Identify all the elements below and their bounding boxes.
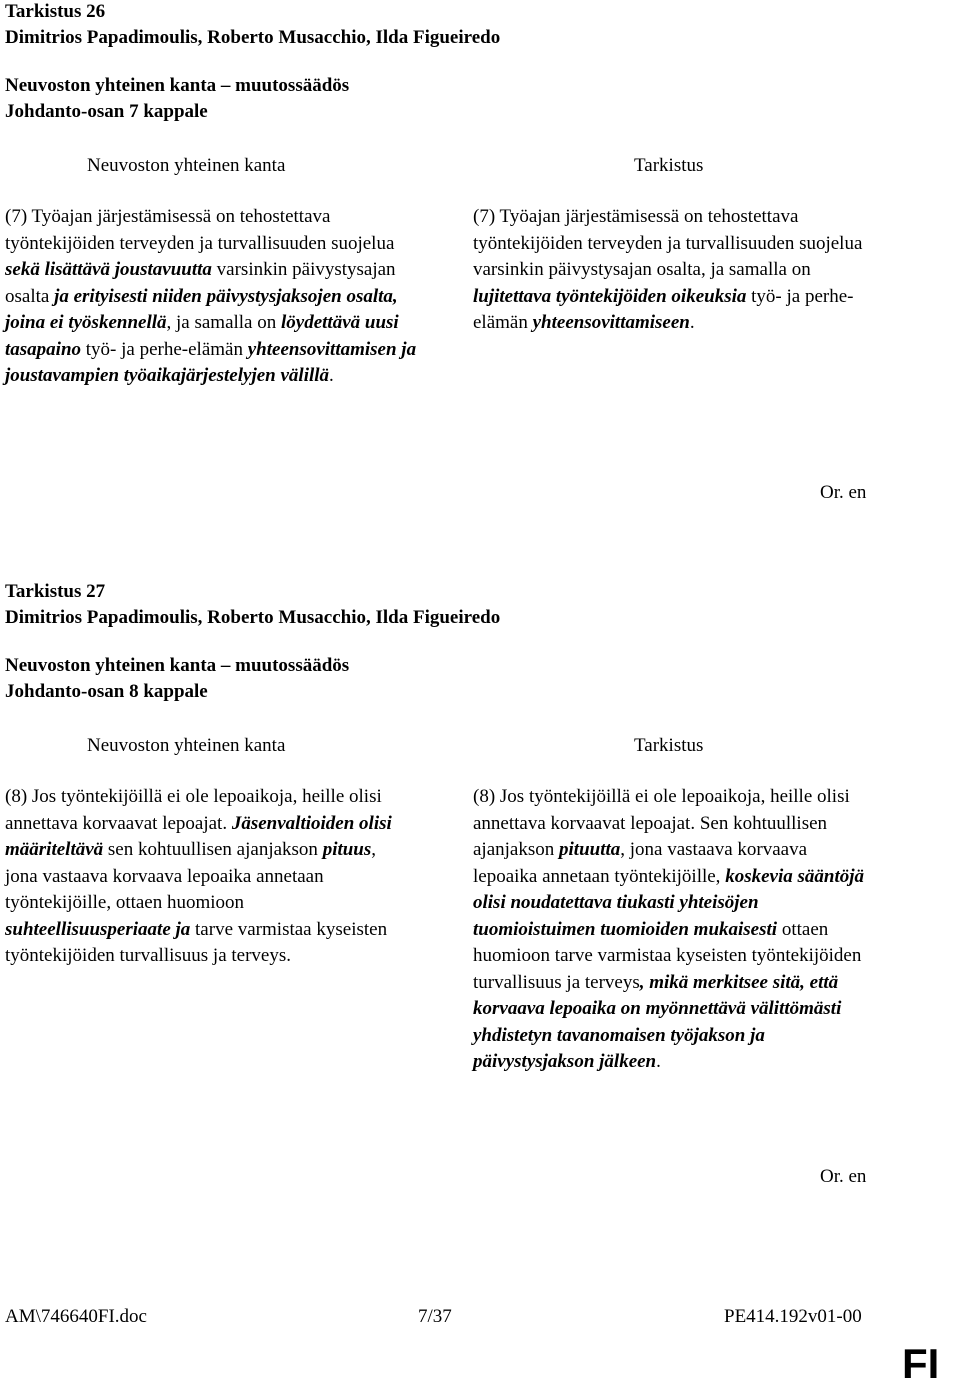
amendment-paragraph <box>473 204 888 337</box>
amendment-act: Neuvoston yhteinen kanta – muutossäädös <box>5 75 350 96</box>
text-run: (8) Jos työntekijöillä ei ole lepoaikoja, heille olisi annettava korvaavat lepoajat. Sen kohtuullisen ajanjakson <box>473 786 850 860</box>
left-column-text <box>5 784 400 970</box>
text-run: tarve varmistaa kyseisten työntekijöiden turvallisuus ja terveys. <box>5 918 388 966</box>
amendment-paragraph <box>473 784 868 1076</box>
left-column-heading: Neuvoston yhteinen kanta <box>87 735 286 756</box>
amended-text: yhteensovittamiseen <box>532 312 690 333</box>
right-column-heading: Tarkistus <box>634 155 704 176</box>
footer-pe-ref: PE414.192v01-00 <box>724 1306 862 1327</box>
text-run: , jona vastaava korvaava lepoaika annetaan työntekijöille, <box>473 839 808 887</box>
footer-page-number: 7/37 <box>418 1306 452 1327</box>
original-language: Or. en <box>820 482 867 503</box>
text-run: varsinkin päivystysajan osalta <box>5 259 396 307</box>
amended-text: pituutta <box>559 839 621 860</box>
language-mark: FI <box>902 1340 940 1387</box>
amendment-paragraph <box>5 784 400 970</box>
right-column-heading: Tarkistus <box>634 735 704 756</box>
amended-text: löydettävä uusi tasapaino <box>5 312 399 360</box>
text-run: . <box>656 1051 661 1072</box>
amended-text: ja erityisesti niiden päivystysjaksojen osalta, joina ei työskennellä <box>5 285 398 333</box>
amended-text: sekä lisättävä joustavuutta <box>5 259 212 280</box>
text-run: työ- ja perhe-elämän <box>473 285 854 333</box>
text-run: ottaen huomioon tarve varmistaa kyseisten työntekijöiden turvallisuus ja terveys <box>473 918 862 993</box>
text-run: . <box>329 365 334 386</box>
footer-doc-ref: AM\746640FI.doc <box>5 1306 147 1327</box>
left-column-heading: Neuvoston yhteinen kanta <box>87 155 286 176</box>
amended-text: pituus <box>322 839 372 860</box>
text-run: . <box>689 312 695 333</box>
amendment-section: Johdanto-osan 8 kappale <box>5 681 208 702</box>
amended-text: Jäsenvaltioiden olisi määriteltävä <box>5 812 392 860</box>
text-run: , ja samalla on <box>166 312 281 333</box>
text-run: (7) Työajan järjestämisessä on tehostettava työntekijöiden terveyden ja turvallisuuden suojelua varsinkin päivystysajan osalta, ja samalla on <box>473 206 863 280</box>
text-run: sen kohtuullisen ajanjakson <box>103 839 323 860</box>
amended-text: suhteellisuusperiaate ja <box>5 918 191 940</box>
amended-text: lujitettava työntekijöiden oikeuksia <box>473 285 747 307</box>
amendment-authors: Dimitrios Papadimoulis, Roberto Musacchio, Ilda Figueiredo <box>5 607 501 628</box>
amendment-act: Neuvoston yhteinen kanta – muutossäädös <box>5 655 350 676</box>
amendment-title: Tarkistus 27 <box>5 581 106 602</box>
amended-text: koskevia sääntöjä olisi noudatettava tiukasti yhteisöjen tuomioistuimen tuomioiden mukaisesti <box>473 865 864 940</box>
amendment-section: Johdanto-osan 7 kappale <box>5 101 208 122</box>
right-column-text <box>473 204 888 337</box>
amended-text: , mikä merkitsee sitä, että korvaava lepoaika on myönnettävä välittömästi yhdistetyn tavanomaisen työjakson ja päivystysjakson jälkeen <box>473 971 842 1072</box>
text-run: (7) Työajan järjestämisessä on tehostettava työntekijöiden terveyden ja turvallisuuden suojelua <box>5 206 395 254</box>
text-run: (8) Jos työntekijöillä ei ole lepoaikoja, heille olisi annettava korvaavat lepoajat. <box>5 786 382 834</box>
text-run: , jona vastaava korvaava lepoaika annetaan työntekijöille, ottaen huomioon <box>5 839 377 913</box>
text-run: työ- ja perhe-elämän <box>81 338 248 360</box>
original-language: Or. en <box>820 1166 867 1187</box>
amendment-paragraph <box>5 204 420 390</box>
amendment-authors: Dimitrios Papadimoulis, Roberto Musacchio, Ilda Figueiredo <box>5 27 501 48</box>
right-column-text <box>473 784 868 1076</box>
left-column-text <box>5 204 420 390</box>
amended-text: yhteensovittamisen ja joustavampien työaikajärjestelyjen välillä <box>5 338 417 386</box>
amendment-title: Tarkistus 26 <box>5 1 106 22</box>
